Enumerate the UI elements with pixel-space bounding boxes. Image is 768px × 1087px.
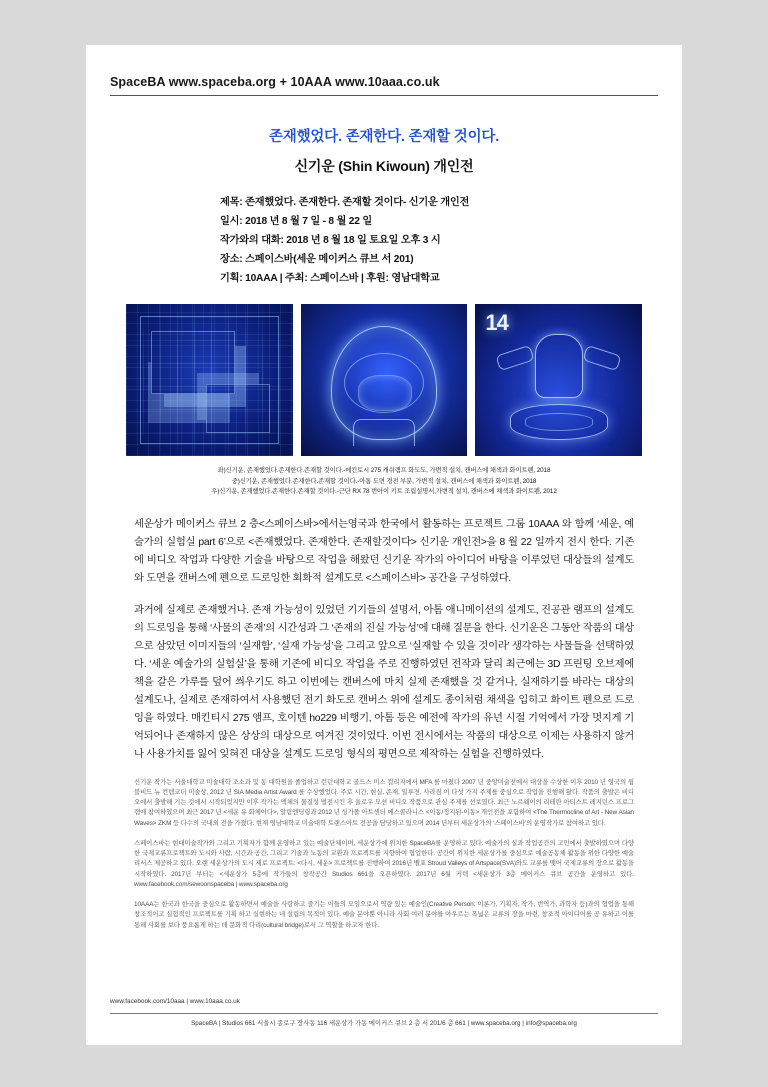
header-bar: [110, 75, 658, 96]
schematic-frame-icon: [140, 316, 279, 444]
figure-body-icon: [535, 334, 583, 398]
artwork-gallery: [126, 304, 642, 456]
artwork-number-label: 14: [485, 310, 508, 336]
artist-biography: 신기운 작가는 서울대학교 미술대학 조소과 및 동 대학원을 졸업하고 런던대학교 골드스 미스 컬리지에서 MFA 를 마쳤다 2007 년 중앙미술전에서 대상을 수상한 이후 2010 년 영국의 웜블비드 뉴 컨템코더 미술상, 2012 년 SIA Media Artist Award 를 수상했었다. 주로 시간, 현실, 존재, 일루젼, 사라짐 이 다섯 가지 주제를 중심으로 작업을 진행해 왔다. 작품의 출발은 비디오에서 출발해 기는 것에서 시작되었지만 이후 작가는 액체의 물질성 벌전시킨 후 울로우 모션 비디오 작품으로 관심 주제를 선보였다. 최근 노르웨이의 리테란 아티스트 레지던스 프로그램에 참여하였으며 최근 2017 년 <세운 유 화체이다>, 알림엔딩링과 2012 년 싱가폴 아트센터 에스콜라니스 <이동/정지된-이동> 개인전을 포함하여 <The Thermocline of Art - New Asian Waves> ZKM 등 다수의 국내외 전을 가졌다. 현재 영남대학교 미술대학 트랜스아트 전공을 담당하고 있으며 2014 년부터 세운상가의 ‘스페이스바’의 운영작가로 참여하고 있다.: [134, 778, 634, 827]
footer-address-bar: SpaceBA | Studios 661 서울시 종로구 장사동 116 세운상가 가동 메이커스 큐브 2 층 서 201/6 층 661 | www.spaceba.org | info@spaceba.org: [110, 1013, 658, 1027]
info-line-date: 일시: 2018 년 8 월 7 일 - 8 월 22 일: [220, 215, 372, 227]
page-subtitle: 신기운 (Shin Kiwoun) 개인전: [294, 158, 474, 174]
artwork-blueprint-schematic: [126, 304, 293, 456]
header-organizations: SpaceBA www.spaceba.org + 10AAA www.10aaa.co.uk: [110, 75, 440, 89]
info-line-title: 제목: 존재했었다. 존재한다. 존재할 것이다- 신기운 개인전: [220, 197, 470, 208]
neck-outline-icon: [353, 419, 415, 446]
document-sheet: [86, 45, 682, 1045]
footer-links[interactable]: www.facebook.com/10aaa | www.10aaa.co.uk: [110, 998, 240, 1006]
figure-left-arm-icon: [496, 345, 535, 371]
tenaaa-description: 10AAA는 한국과 한국을 중심으로 활동하면서 예술을 사랑하고 즐기는 이들의 모임으로서 역량 있는 예술인(Creative Person; 이론가, 기획자, 작가, 번역가, 과학자 등)과의 협업을 통해 창조적이고 실험적인 프로젝트를 기획 하고 실현하는 네 설립의 목적이 있다. 예술 분야뿐 아니라 사회 여러 분야를 아우르는 폭넓은 교류의 장을 마련, 창조적 아이디어를 공 유하고 이를 통해 사회를 보다 풍요롭게 하는 데 문화적 다리(cultural bridge)로서 그 역할을 하고자 한다.: [134, 901, 634, 929]
info-line-artist-talk: 작가와의 대화: 2018 년 8 월 18 일 토요일 오후 3 시: [220, 234, 441, 246]
body-paragraph-1: 세운상가 메이커스 큐브 2 층<스페이스바>에서는영국과 한국에서 활동하는 프로젝트 그룹 10AAA 와 함께 ‘세운, 예술가의 실험실 part 6’으로 <존재했었다. 존재한다. 존재할것이다> 신기운 개인전>을 8 월 22 일까지 전시 한다. 기존에 비디오 작업과 다양한 기술을 바탕으로 작업을 해왔던 신기운 작가의 아이디어 바탕을 이루었던 대상들의 설계도와 도면을 캔버스에 펜으로 드로잉한 회화적 설계도로 <스페이스바> 공간을 구성하였다.: [134, 518, 634, 584]
artwork-figure-with-number: [475, 304, 642, 456]
artwork-glowing-head-drawing: [301, 304, 468, 456]
biography-section: [134, 778, 634, 931]
figure-right-arm-icon: [582, 345, 621, 371]
caption-center: 중)신기운, 존재했었다.존재한다.존재할 것이다.-아톰 도면 경전 부분, 가변적 설치, 캔버스에 채색과 화이트펜, 2018: [231, 477, 537, 485]
figure-base-icon: [510, 404, 608, 440]
document-content: [110, 103, 658, 941]
exhibition-info: [220, 194, 658, 288]
artwork-captions: [126, 466, 642, 497]
spaceba-description: 스페이스바는 현대미술작가와 그리고 기획자가 함께 운영하고 있는 예술단체이며, 세운상가에 위치한 SpaceBA를 운영하고 있다. 예술가의 실과 작업공간의 고민에서 출발하였으며 다양한 국제교류프로젝트와 도시와 사람, 시간과 공간, 그리고 기술과 노동의 교환과 프로젝트를 지향하여 협업한다. 공간이 위치한 세운상가를 중심으로 예술공동체 활동을 위한 다양한 예술리서스 제공하고 있다. 오랜 세운상가의 도시 제로 프로젝트: <다시, 세운> 프로젝트를 진행하여 2016년 벨포 Stroud Valleys of Artspace(SVA)와도 교류를 맺어 국제교류의 장으로 활동을 시작하였다. 2017년 부터는 <세운상가 5층에 작가들의 창작공간 Studios 661을 오픈하였다. 2017년 6월 커텍 <세운상가 3층 메이커스 큐브 공간을 운영하고 있다. www.facebook.com/sewoonspaceba | www.spaceba.org: [134, 839, 634, 888]
caption-left: 좌)신기운, 존재했었다.존재한다.존재할 것이다.-메킨토시 275 캐쉬램프 화도도, 가변적 설치, 캔버스에 채색과 화이트펜, 2018: [217, 467, 551, 475]
press-release-body: [134, 516, 634, 764]
page-title: 존재했었다. 존재한다. 존재할 것이다.: [268, 129, 500, 145]
caption-right: 우)신기운, 존재했었다.존재한다.존재할 것이다.-근단 RX 78 번아이 키트 조립설명서,가변적 설치, 캔버스에 채색과 화이트펜, 2012: [211, 488, 557, 496]
info-line-organizers: 기획: 10AAA | 주최: 스페이스바 | 후원: 영남대학교: [220, 272, 440, 284]
body-paragraph-2: 과거에 실제로 존재했거나. 존재 가능성이 있었던 기기들의 설명서, 아톰 애니메이션의 설계도, 진공관 램프의 설계도의 드로잉을 통해 ‘사물의 존재’의 시간성과 그 ‘존재의 진실 가능성’에 대해 질문을 한다. 신기운은 그동안 작품의 대상으로 삼았던 이미지들의 ‘실재함’, ‘실재 가능성’을 그리고 앞으로 ‘실재할 수 있을 것이라’ 생각하는 사물들을 선택하였다. ‘세운 예술가의 실험실’을 통해 기존에 비디오 작업을 주로 진행하였던 전작과 달리 최근에는 3D 프린팅 오브제에 책을 갈은 가루를 덮어 씌우기도 하고 이번에는 캔버스에 마치 실제 존재했을 것 같거나, 실재하기를 바라는 대상의 설계도나, 실제로 존재하여서 사용했던 전기 화도로 캔버스 위에 설계도 종이처럼 채색을 입히고 화이트 펜으로 드로잉을 하였다. 매킨티시 275 앰프, 호이텐 ho229 비행기, 아톰 등은 예전에 작가의 유년 시절 기억에서 가장 멋지게 기억되어나 존재하지 않은 상상의 대상으로 여겨진 것이었다. 이번 전시에서는 작품의 대상으로 이제는 사용하지 않거나 사용가치를 잃어 잊혀진 대상을 설계도 드로잉 형식의 평면으로 제작하는 실험을 진행하였다.: [134, 604, 634, 760]
info-line-venue: 장소: 스페이스바(세운 메이커스 큐브 서 201): [220, 253, 414, 265]
document-footer: [110, 997, 658, 1027]
